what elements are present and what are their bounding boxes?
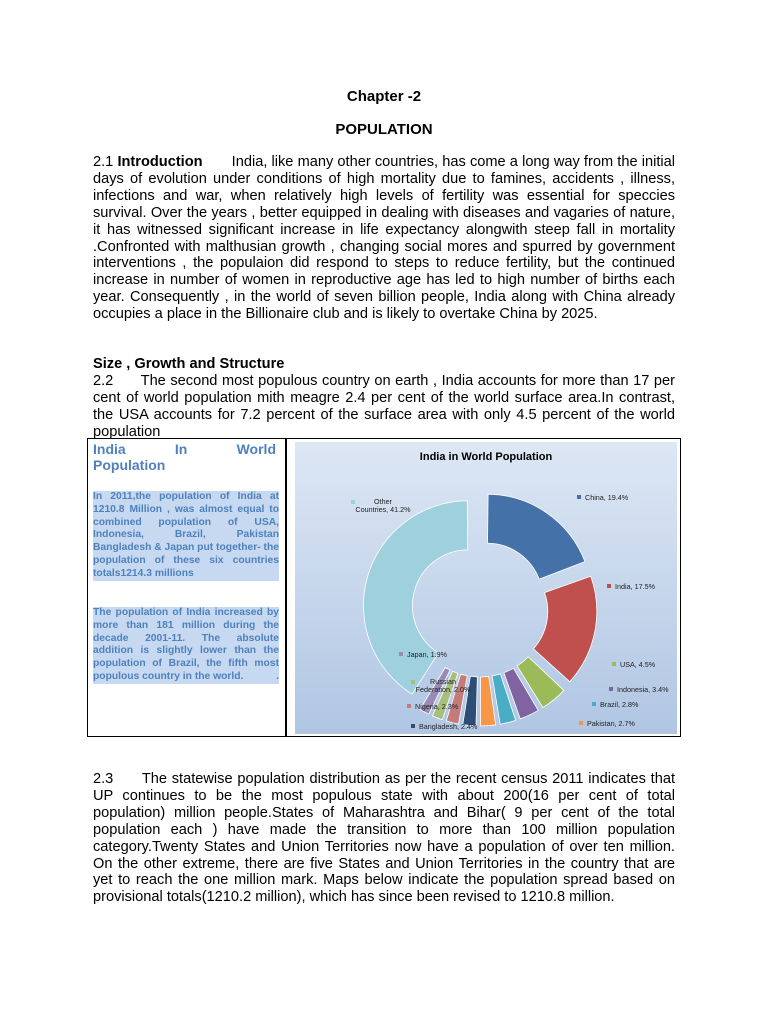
sidebar-title-line1 (93, 441, 276, 457)
highlight-box-1: In 2011,the population of India at 1210.8 Million , was almost equal to combined population of USA, Indonesia, Brazil, Pakistan Bangladesh & Japan put together- the population of these six countries totals1214.3 millions (93, 491, 279, 579)
legend-marker (592, 702, 596, 706)
sidebar-title (93, 441, 276, 473)
paragraph-2-3 (93, 771, 675, 906)
chart-data-label-india (607, 582, 656, 591)
chart-data-label-japan (399, 650, 448, 659)
chart-data-label-pakistan (579, 719, 636, 728)
legend-marker (579, 721, 583, 725)
paragraph-2-1 (93, 154, 675, 323)
chart-data-label-indonesia (609, 685, 669, 694)
legend-marker (607, 584, 611, 588)
page-title: POPULATION (335, 121, 433, 138)
chart-label-text: Bangladesh, 2.4% (419, 722, 478, 731)
paragraph-2-2 (93, 373, 675, 441)
legend-marker (351, 500, 355, 504)
chart-label-text: India, 17.5% (615, 582, 655, 591)
paragraph-text: The second most populous country on earth , India accounts for more than 17 per cent of world population mith meagre 2.4 per cent of the world surface area.In contrast, the USA accounts for 7.2 percent of the surface area with only 4.5 percent of the world population (93, 373, 676, 440)
chart-title: India in World Population (419, 451, 553, 463)
chart-label-text: Federation, 2.0% (415, 685, 471, 694)
chart-label-text: Countries, 41.2% (355, 505, 411, 514)
sidebar-title-word: In (174, 441, 188, 457)
chart-data-label-brazil (592, 700, 639, 709)
chart-label-text: Indonesia, 3.4% (617, 685, 669, 694)
highlight-box-2 (93, 607, 279, 684)
legend-marker (609, 687, 613, 691)
legend-marker (411, 724, 415, 728)
chart-data-label-bangladesh (411, 722, 478, 731)
chart-label-text: USA, 4.5% (620, 660, 656, 669)
legend-marker (612, 662, 616, 666)
legend-marker (407, 704, 411, 708)
chapter-label: Chapter -2 (346, 88, 422, 105)
highlight-box-2-end: . (276, 670, 279, 682)
legend-marker (399, 652, 403, 656)
chart-label-text: Russian (430, 677, 456, 686)
column-divider (285, 439, 287, 736)
paragraph-text: India, like many other countries, has come a long way from the initial days of evolution under conditions of high mortality due to famines, accidents , illness, infections and war, when relatively high levels of fertility was essential for speccies survival. Over the years , better equipped in dealing with diseases and vagaries of nature, it has witnessed significant increase in life expectancy alongwith steep fall in mortality .Confronted with malthusian growth , changing social mores and spurred by government interventions , the populaion did respond to steps to reduce fertility, but the continued increase in number of women in reproductive age has led to high number of births each year. Consequently , in the world of seven billion people, India along with China already occupies a place in the Billionaire club and is likely to overtake China by 2025. (93, 154, 675, 323)
section-number: 2.3 (93, 771, 114, 787)
chart-label-text: Other (374, 497, 392, 506)
highlight-box-2-text: The population of India increased by more than 181 million during the decade 2001-11. The absolute addition is slightly lower than the population of Brazil, the fifth most populous country in the world. (93, 607, 279, 682)
chart-label-text: Nigeria, 2.3% (415, 702, 459, 711)
sidebar-title-word: World (236, 441, 276, 457)
figure-box (87, 438, 681, 737)
section-heading-size: Size , Growth and Structure (93, 356, 285, 372)
legend-marker (411, 680, 415, 684)
chart-data-label-china (577, 493, 629, 502)
section-number: 2.2 (93, 373, 114, 389)
legend-marker (577, 495, 581, 499)
section-number: 2.1 (93, 154, 114, 170)
paragraph-text: The statewise population distribution as per the recent census 2011 indicates that UP continues to be the most populous state with about 200(16 per cent of total population) million people.States of Maharashtra and Bihar( 9 per cent of the total population each ) have made the transition to more than 100 million population category.Twenty States and Union Territories now have a population of over ten million. On the other extreme, there are five States and Union Territories in the country that are yet to reach the one million mark. Maps below indicate the population spread based on provisional totals(1210.2 million), which has since been revised to 1210.8 million. (93, 771, 675, 906)
chart-label-text: Pakistan, 2.7% (587, 719, 635, 728)
chart-label-text: Brazil, 2.8% (600, 700, 639, 709)
sidebar-title-line2: Population (93, 457, 166, 473)
chart-data-label-nigeria (407, 702, 459, 711)
sidebar-title-word: India (93, 441, 126, 457)
chart-label-text: Japan, 1.9% (407, 650, 447, 659)
chart-label-text: China, 19.4% (585, 493, 629, 502)
population-chart (295, 442, 677, 734)
section-heading-introduction: Introduction (117, 154, 203, 170)
